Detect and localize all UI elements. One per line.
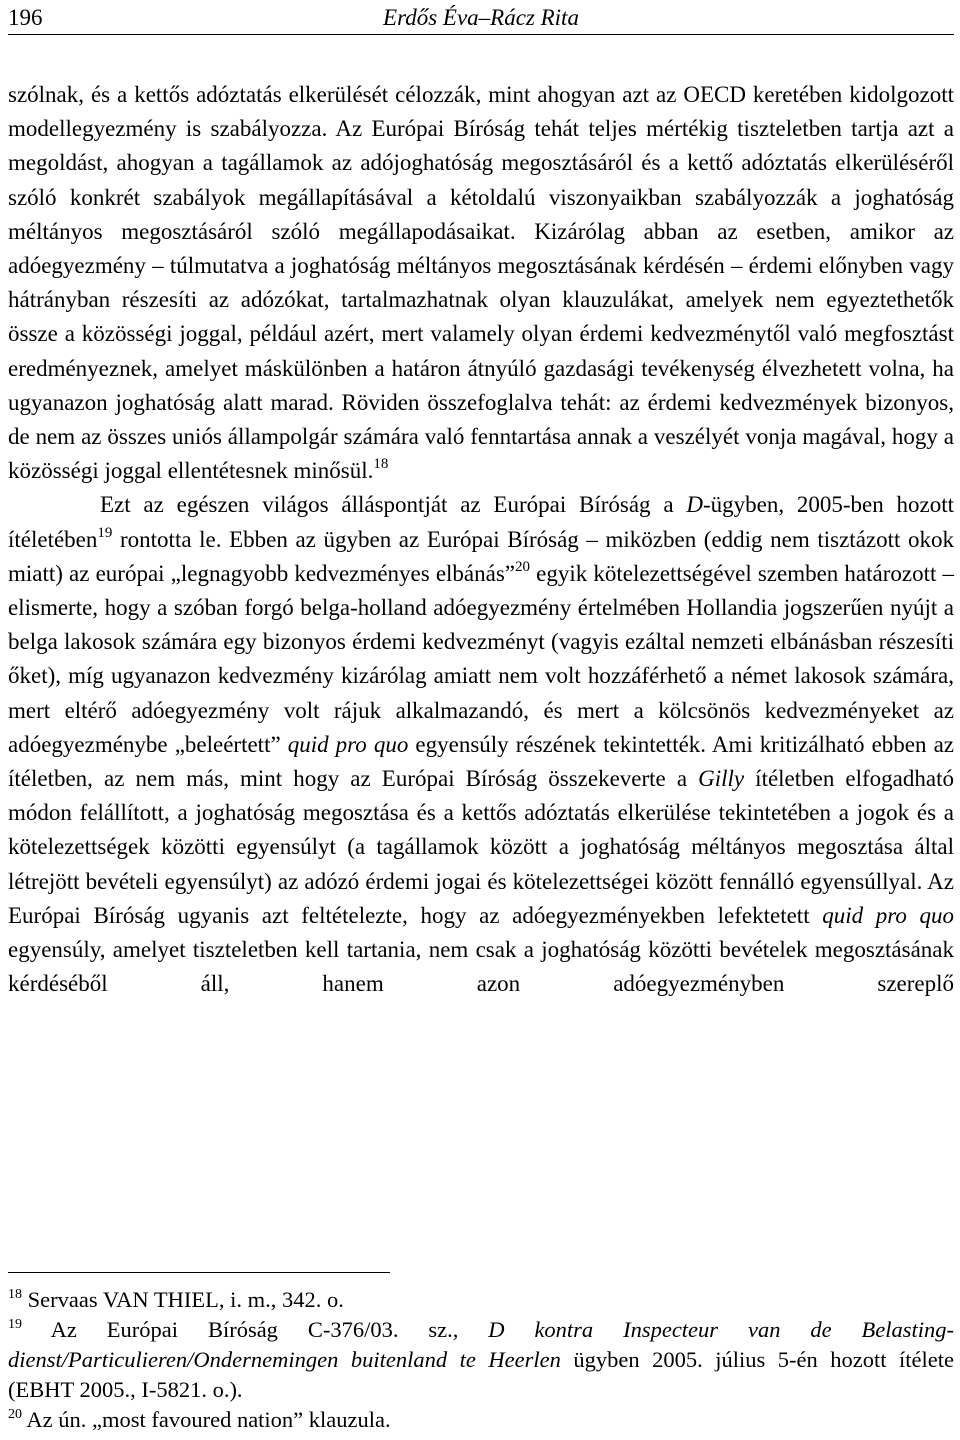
paragraph-2-text-1: Ezt az egészen világos álláspontját az Európai Bíróság a [100, 492, 687, 518]
footnote-18-number: 18 [8, 1287, 22, 1302]
paragraph-2-text-2: -ügyben, 2005-ben hozott ítéletében [8, 492, 954, 552]
paragraph-2 [8, 488, 954, 1001]
paragraph-2-text-4: egyik kötelezettségével szemben határozott – elismerte, hogy a szóban forgó belga-holland adóegyezmény értelmében Hollandia jogszerűen nyújt a belga lakosok számára egy bizonyos érdemi kedvezményt (vagyis ezáltal nemzeti elbánásban részesíti őket), míg ugyanazon kedvezmény kizárólag amiatt nem volt hozzáférhető a német lakosok számára, mert eltérő adóegyezmény volt rájuk alkalmazandó, és mert a kölcsönös kedvezményeket az adóegyezménybe „beleértett” [8, 560, 954, 757]
case-name-d: D [686, 492, 703, 518]
footnote-19-number: 19 [8, 1317, 22, 1332]
footnotes [8, 1285, 954, 1435]
footnote-ref-20[interactable]: 20 [515, 558, 530, 575]
footnote-19-text-1: Az Európai Bíróság C-376/03. sz., [22, 1317, 489, 1342]
paragraph-2-text-7: egyensúly, amelyet tiszteletben kell tartania, nem csak a joghatóság közötti bevételek megosztásának kérdéséből áll, hanem azon adóegyezményben szereplő [8, 937, 954, 997]
footnote-19-case-title: D kontra Inspecteur van de Belasting-dienst/Particulieren/Ondernemingen buitenland te Heerlen [8, 1317, 954, 1372]
case-name-gilly: Gilly [698, 766, 745, 792]
body-text [8, 78, 954, 1001]
footnote-ref-18[interactable]: 18 [373, 456, 389, 473]
footnote-20-text: Az ún. „most favoured nation” klauzula. [22, 1407, 391, 1432]
paragraph-2-text-3: rontotta le. Ebben az ügyben az Európai Bíróság – miközben (eddig nem tisztázott okok miatt) az európai „legnagyobb kedvezményes elbánás” [8, 526, 954, 586]
footnote-19-text-2: ügyben 2005. július 5-én hozott ítélete (EBHT 2005., I-5821. o.). [8, 1347, 954, 1402]
footnote-18 [8, 1285, 954, 1315]
paragraph-2-text-5: egyensúly részének tekintették. Ami kritizálható ebben az ítéletben, az nem más, mint hogy az Európai Bíróság összekeverte a [8, 731, 954, 792]
footnote-separator [8, 1272, 390, 1273]
footnote-20-number: 20 [8, 1407, 22, 1422]
running-title: Erdős Éva–Rácz Rita [383, 5, 579, 30]
document-page [8, 0, 954, 1440]
footnote-18-text: Servaas VAN THIEL, i. m., 342. o. [22, 1287, 344, 1312]
latin-term-quid-pro-quo: quid pro quo [287, 731, 409, 757]
page-number: 196 [8, 5, 43, 30]
paragraph-1 [8, 78, 954, 488]
running-header [8, 4, 954, 35]
paragraph-1-text: szólnak, és a kettős adóztatás elkerülését célozzák, mint ahogyan azt az OECD keretében kidolgozott modellegyezmény is szabályozza. Az Európai Bíróság tehát teljes mértékig tiszteletben tartja azt a megoldást, ahogyan a tagállamok az adójoghatóság megosztásáról és a kettő adóztatás elkerüléséről szóló konkrét szabályok megállapításával a kétoldalú viszonyaikban szabályozzák a joghatóság méltányos megosztásáról szóló megállapodásaikat. Kizárólag abban az esetben, amikor az adóegyezmény – túlmutatva a joghatóság méltányos megosztásának kérdésén – érdemi előnyben vagy hátrányban részesíti az adózókat, tartalmazhatnak olyan klauzulákat, amelyek nem egyeztethetők össze a közösségi joggal, például azért, mert valamely olyan érdemi kedvezménytől való megfosztást eredményeznek, amelyet máskülönben a határon átnyúló gazdasági tevékenység élvezhetett volna, ha ugyanazon joghatóság alatt marad. Röviden összefoglalva tehát: az érdemi kedvezmények bizonyos, de nem az összes uniós állampolgár számára való fenntartása annak a veszélyét vonja magával, hogy a közösségi joggal ellentétesnek minősül. [8, 82, 954, 484]
paragraph-2-text-6: ítéletben elfogadható módon felállított, a joghatóság megosztása és a kettős adóztatás elkerülése tekintetében a jogok és a kötelezettségek közötti egyensúlyt (a tagállamok között a joghatóság méltányos megosztása által létrejött bevételi egyensúlyt) az adózó érdemi jogai és kötelezettségei között fennálló egyensúllyal. Az Európai Bíróság ugyanis azt feltételezte, hogy az adóegyezményekben lefektetett [8, 766, 954, 928]
footnote-ref-19[interactable]: 19 [97, 524, 113, 541]
footnote-19 [8, 1315, 954, 1405]
footnote-20 [8, 1405, 954, 1435]
latin-term-quid-pro-quo-2: quid pro quo [822, 902, 954, 928]
